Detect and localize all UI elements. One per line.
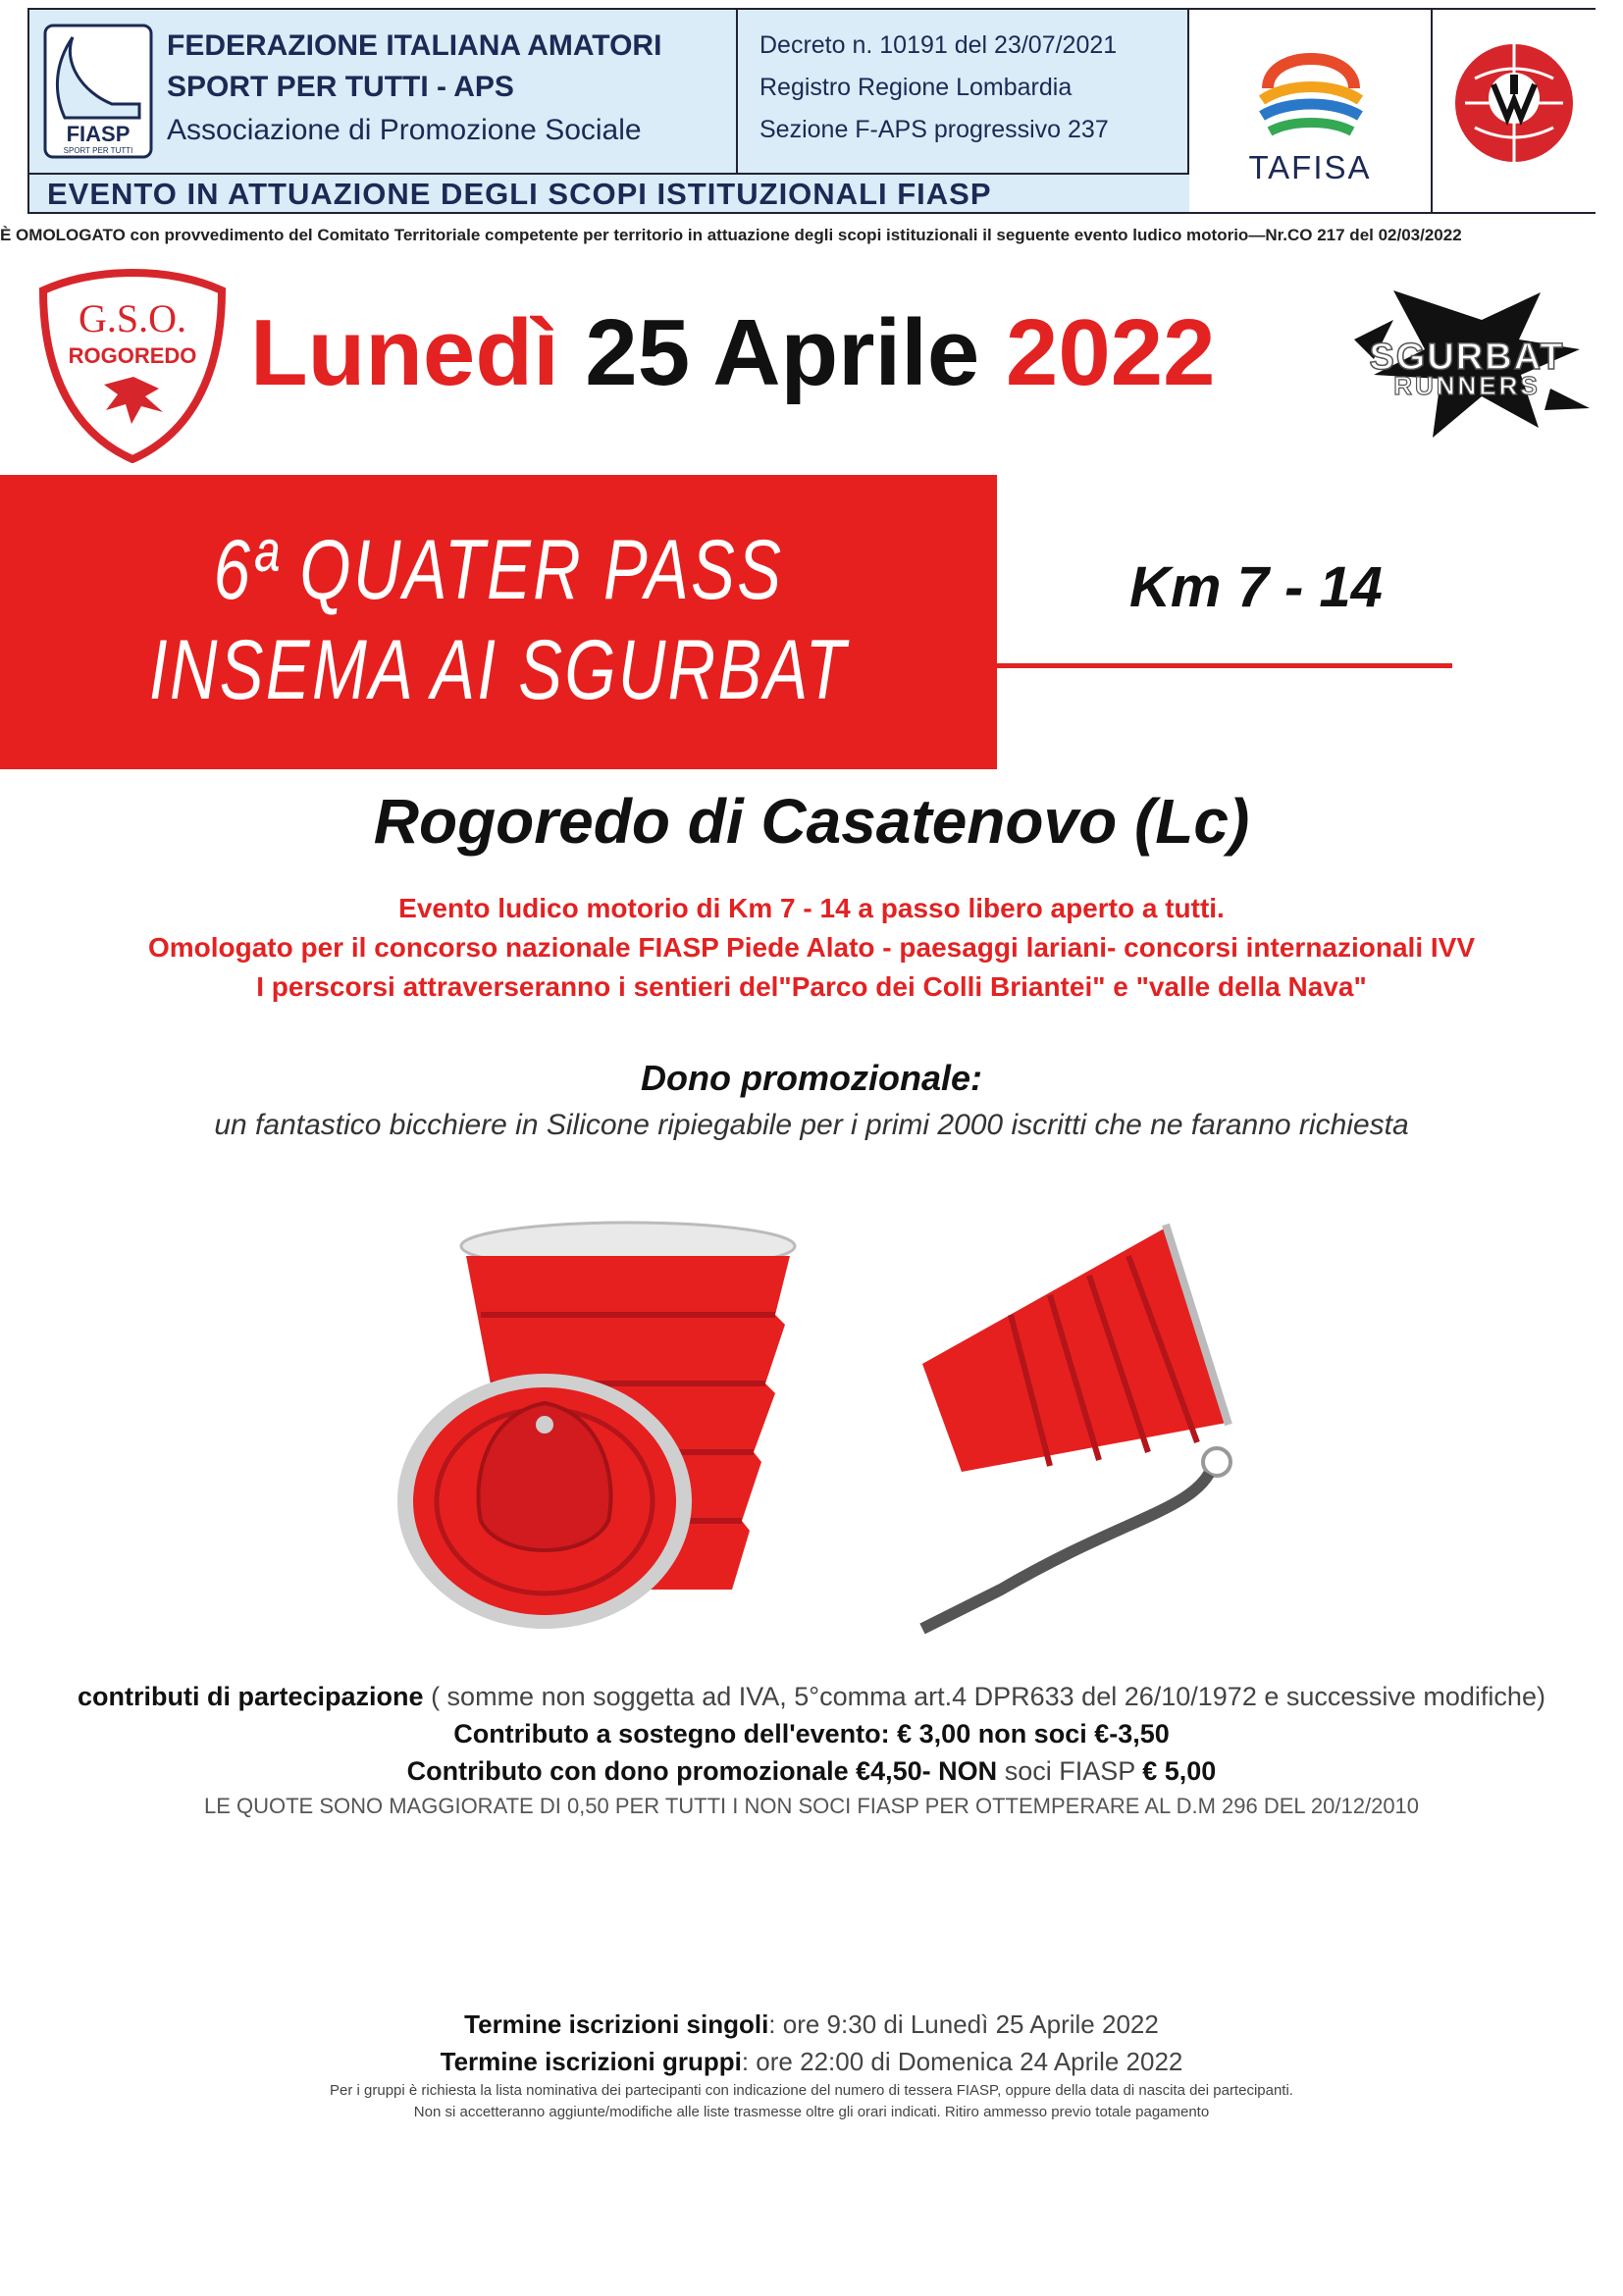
event-title-line2: INSEMA AI SGURBAT <box>149 623 848 717</box>
description-line: Omologato per il concorso nazionale FIASP Piede Alato - paesaggi lariani- concorsi internazionali IVV <box>147 932 1476 963</box>
fee-with-gift <box>0 1756 1623 1787</box>
date-weekday: Lunedì <box>250 300 559 405</box>
event-title-line1: 6ª QUATER PASS <box>213 523 784 617</box>
decree-line1: Decreto n. 10191 del 23/07/2021 <box>759 31 1118 59</box>
header-panel <box>27 8 1596 214</box>
deadline-group-value: : ore 22:00 di Domenica 24 Aprile 2022 <box>741 2047 1183 2076</box>
gift-description: un fantastico bicchiere in Silicone ripiegabile per i primi 2000 iscritti che ne faranno richiesta <box>214 1109 1409 1141</box>
event-location: Rogoredo di Casatenovo (Lc) <box>373 786 1250 857</box>
decree-line2: Registro Regione Lombardia <box>759 74 1073 101</box>
org-name-line1: FEDERAZIONE ITALIANA AMATORI <box>167 29 662 62</box>
distance-label: Km 7 - 14 <box>1129 555 1383 619</box>
org-name-line3: Associazione di Promozione Sociale <box>167 114 642 146</box>
tafisa-logo-icon <box>1248 29 1374 147</box>
fiasp-logo-text: FIASP <box>66 122 131 146</box>
description-line: Evento ludico motorio di Km 7 - 14 a passo libero aperto a tutti. <box>398 893 1225 923</box>
fees-label: contributi di partecipazione <box>78 1682 424 1711</box>
date-day-month: 25 Aprile <box>585 300 980 405</box>
fees-heading <box>0 1682 1623 1712</box>
gso-logo-line2: ROGOREDO <box>68 343 197 368</box>
collapsible-cup-image-front <box>373 1217 805 1639</box>
federation-cell <box>29 10 738 173</box>
deadline-note-2: Non si accetteranno aggiunte/modifiche alle liste trasmesse oltre gli orari indicati. Ritiro ammesso previo totale pagamento <box>413 2104 1210 2120</box>
decree-line3: Sezione F-APS progressivo 237 <box>759 116 1109 143</box>
date-year: 2022 <box>1005 300 1216 405</box>
collapsible-cup-image-side <box>903 1217 1236 1639</box>
fee-with-gift-a: Contributo con dono promozionale €4,50- NON <box>406 1756 998 1786</box>
sgurbat-logo-line1: SGURBAT <box>1369 337 1565 378</box>
deadline-single <box>0 2009 1623 2040</box>
gso-logo-line1: G.S.O. <box>78 296 187 340</box>
org-name-line2: SPORT PER TUTTI - APS <box>167 71 514 103</box>
gso-rogoredo-logo <box>35 267 230 463</box>
fiasp-logo <box>43 24 153 159</box>
fee-support: Contributo a sostegno dell'evento: € 3,00 non soci €-3,50 <box>453 1719 1170 1748</box>
sgurbat-logo-line2: RUNNERS <box>1393 371 1541 400</box>
tafisa-label: TAFISA <box>1248 149 1372 185</box>
ivv-cell <box>1433 10 1596 212</box>
gift-title: Dono promozionale: <box>641 1058 982 1098</box>
description-line: I perscorsi attraverseranno i sentieri del"Parco dei Colli Briantei" e "valle della Nava" <box>256 971 1367 1002</box>
institutional-banner: EVENTO IN ATTUAZIONE DEGLI SCOPI ISTITUZIONALI FIASP <box>29 173 1189 212</box>
fiasp-logo-sub: SPORT PER TUTTI <box>63 146 133 155</box>
fee-with-gift-b: soci FIASP <box>997 1756 1143 1786</box>
approval-note: È OMOLOGATO con provvedimento del Comitato Territoriale competente per territorio in attuazione degli scopi istituzionali il seguente evento ludico motorio—Nr.CO 217 del 02/03/2022 <box>0 226 1462 244</box>
sgurbat-runners-logo <box>1335 281 1599 447</box>
fee-surcharge-note: LE QUOTE SONO MAGGIORATE DI 0,50 PER TUTTI I NON SOCI FIASP PER OTTEMPERARE AL D.M 296 DEL 20/12/2010 <box>203 1794 1420 1818</box>
deadline-single-label: Termine iscrizioni singoli <box>464 2009 769 2039</box>
deadline-single-value: : ore 9:30 di Lunedì 25 Aprile 2022 <box>768 2009 1159 2039</box>
event-date <box>250 299 1215 407</box>
distance-underline <box>996 663 1452 668</box>
deadline-group <box>0 2047 1623 2077</box>
deadline-group-label: Termine iscrizioni gruppi <box>440 2047 742 2076</box>
deadline-note-1: Per i gruppi è richiesta la lista nominativa dei partecipanti con indicazione del numero di tessera FIASP, oppure della data di nascita dei partecipanti. <box>330 2082 1293 2099</box>
event-title-box <box>0 475 997 769</box>
decree-cell <box>738 10 1189 173</box>
ivv-logo-icon <box>1450 39 1578 167</box>
tafisa-cell <box>1189 10 1433 212</box>
fees-label-note: ( somme non soggetta ad IVA, 5°comma art.4 DPR633 del 26/10/1972 e successive modifiche) <box>423 1682 1545 1711</box>
fee-with-gift-c: € 5,00 <box>1142 1756 1217 1786</box>
